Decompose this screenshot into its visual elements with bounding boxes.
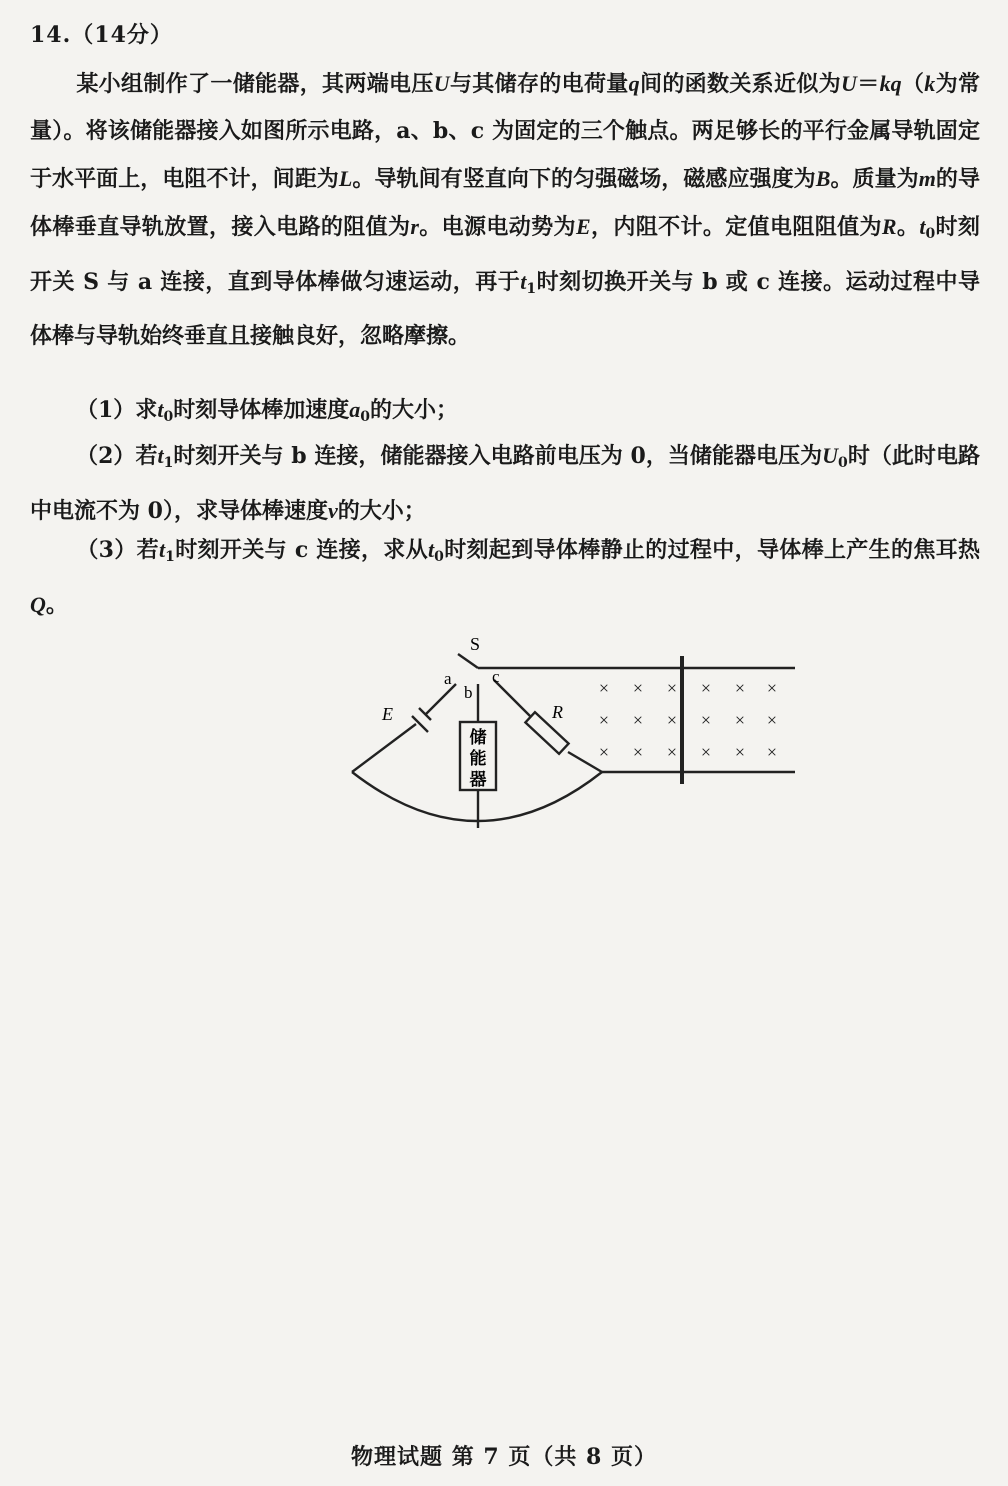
- stem-var: R: [881, 214, 897, 239]
- stem-text: 时刻开关 S 与 a 连接，直到导体棒做匀速运动，再于: [30, 214, 980, 295]
- sub2-subscript: 0: [838, 455, 848, 471]
- contact-a-label: a: [444, 669, 452, 688]
- stem-text: 。质量为: [830, 166, 919, 192]
- field-x: ×: [766, 710, 778, 730]
- field-x: ×: [734, 710, 746, 730]
- field-x: ×: [734, 742, 746, 762]
- stem-text: 。电源电动势为: [418, 214, 576, 240]
- sub2-var: U: [822, 443, 839, 468]
- emf-label: E: [382, 704, 393, 724]
- storage-char-1: 储: [469, 728, 487, 747]
- switch-blade: [458, 654, 478, 668]
- field-x: ×: [598, 742, 610, 762]
- sub1-text: 时刻导体棒加速度: [173, 397, 350, 423]
- stem-var: r: [410, 214, 419, 239]
- stem-text: 与其储存的电荷量: [449, 71, 629, 97]
- stem-text: 间的函数关系近似为: [639, 71, 842, 97]
- sub2-text: 时刻开关与 b 连接，储能器接入电路前电压为 0，当储能器电压为: [173, 443, 823, 469]
- field-x: ×: [598, 710, 610, 730]
- sub2-text: （2）若: [76, 443, 158, 469]
- sub3-var: t: [428, 537, 435, 562]
- sub3-text: 时刻开关与 c 连接，求从: [174, 537, 428, 563]
- sub-question-2: [30, 432, 980, 535]
- stem-var: m: [918, 166, 936, 191]
- sub1-text: （1）求: [76, 397, 158, 423]
- stem-text: 时刻切换开关与 b 或 c 连接。运动过程中导体棒与导轨始终垂直且接触良好，忽略摩擦。: [30, 269, 981, 349]
- stem-var: q: [628, 71, 640, 96]
- stem-subscript: 1: [526, 281, 537, 297]
- stem-var: E: [575, 214, 591, 239]
- sub3-text: （3）若: [76, 537, 159, 563]
- sub1-var: t: [157, 397, 164, 422]
- storage-char-2: 能: [469, 749, 487, 768]
- stem-text: 。导轨间有竖直向下的匀强磁场，磁感应强度为: [352, 166, 816, 192]
- stem-text: 的导体棒垂直导轨放置，接入电路的阻值为: [30, 166, 980, 240]
- field-x: ×: [766, 742, 778, 762]
- stem-var: t: [919, 214, 926, 239]
- question-number: 14.（14分）: [30, 22, 173, 48]
- sub3-subscript: 0: [434, 549, 444, 565]
- field-x: ×: [598, 678, 610, 698]
- field-x: ×: [766, 678, 778, 698]
- stem-text: 某小组制作了一储能器，其两端电压: [76, 71, 434, 97]
- sub3-text: 时刻起到导体棒静止的过程中，导体棒上产生的焦耳热: [443, 537, 980, 563]
- sub2-var: v: [327, 498, 338, 523]
- stem-text: 。: [896, 214, 920, 240]
- contact-c-label: c: [492, 667, 500, 686]
- sub3-text: 。: [45, 592, 68, 618]
- field-x: ×: [632, 678, 644, 698]
- stem-var: U: [433, 71, 450, 96]
- sub1-text: 的大小；: [369, 397, 458, 423]
- field-x: ×: [632, 742, 644, 762]
- stem-var: t: [520, 269, 527, 294]
- sub2-text: 时（此时电路中电流不为 0），求导体棒速度: [30, 443, 980, 524]
- magnetic-field: [599, 678, 777, 762]
- field-x: ×: [700, 742, 712, 762]
- stem-text: 为常量）。将该储能器接入如图所示电路，a、b、c 为固定的三个触点。两足够长的平行金属导轨固定于水平面上，电阻不计，间距为: [30, 71, 980, 192]
- stem-var: U: [841, 71, 857, 96]
- contact-b-label: b: [464, 683, 473, 702]
- sub1-subscript: 0: [360, 409, 370, 425]
- stem-var: k: [924, 71, 936, 96]
- sub3-subscript: 1: [165, 549, 175, 565]
- sub3-var: t: [159, 537, 166, 562]
- field-x: ×: [666, 678, 678, 698]
- field-x: ×: [700, 710, 712, 730]
- storage-char-3: 器: [469, 770, 487, 789]
- stem-var: B: [815, 166, 831, 191]
- page-footer: 物理试题 第 7 页（共 8 页）: [351, 1444, 657, 1470]
- stem-subscript: 0: [925, 226, 936, 242]
- sub1-subscript: 0: [163, 409, 174, 425]
- sub-question-3: [30, 526, 980, 629]
- stem-var: kq: [879, 71, 902, 96]
- field-x: ×: [700, 678, 712, 698]
- resistor-label: R: [552, 702, 563, 722]
- sub2-text: 的大小；: [337, 498, 426, 524]
- sub1-var: a: [349, 397, 361, 422]
- stem-var: L: [338, 166, 353, 191]
- sub3-var: Q: [30, 592, 46, 617]
- emf-wire: [352, 684, 456, 772]
- stem-text: ＝: [856, 71, 880, 97]
- switch-label: S: [470, 634, 481, 654]
- question-stem: [30, 60, 980, 360]
- sub2-var: t: [157, 443, 164, 468]
- sub2-subscript: 1: [163, 455, 174, 471]
- stem-text: ，内阻不计。定值电阻阻值为: [590, 214, 882, 240]
- field-x: ×: [666, 710, 678, 730]
- stem-text: （: [901, 71, 925, 97]
- circuit-diagram: [340, 630, 810, 840]
- field-x: ×: [632, 710, 644, 730]
- field-x: ×: [734, 678, 746, 698]
- field-x: ×: [666, 742, 678, 762]
